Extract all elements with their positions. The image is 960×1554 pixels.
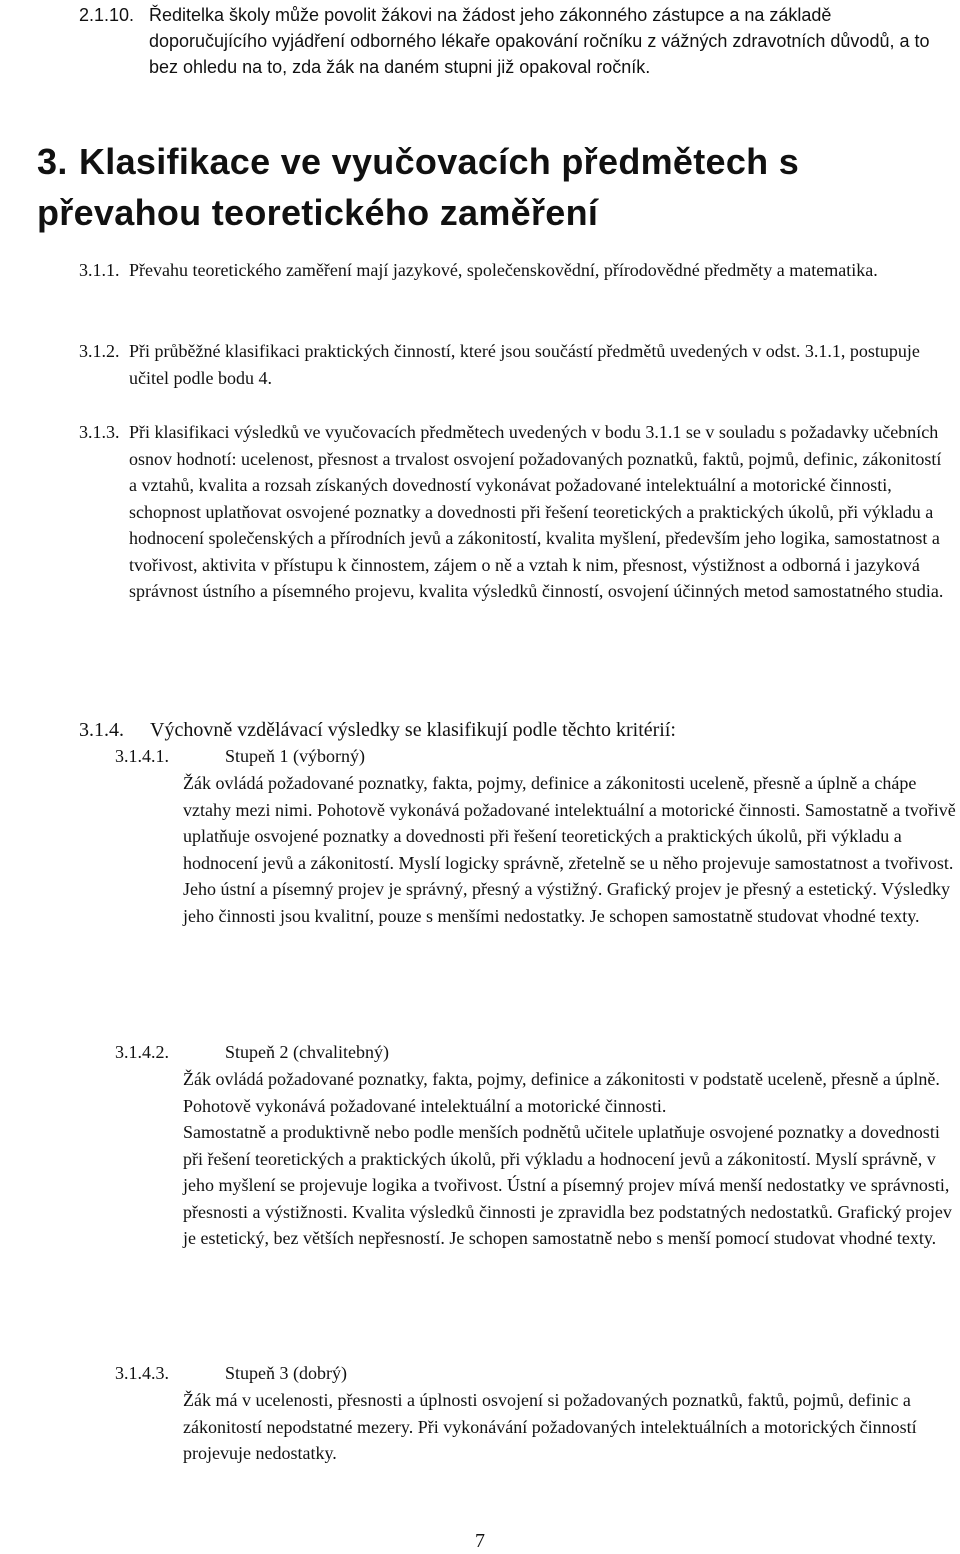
grade-number: 3.1.4.1. xyxy=(115,746,169,766)
grade-3-heading xyxy=(115,1360,955,1386)
clause-text: Ředitelka školy může povolit žákovi na žádost jeho zákonného zástupce a na základě doporučujícího vyjádření odborného lékaře opakování ročníku z vážných zdravotních důvodů, a to bez ohledu na to, zda žák na daném stupni již opakoval ročník. xyxy=(149,5,930,77)
section-title: Klasifikace ve vyučovacích předmětech s převahou teoretického zaměření xyxy=(37,141,800,233)
clause-2-1-10 xyxy=(79,2,951,80)
clause-number: 3.1.3. xyxy=(79,422,120,442)
section-heading xyxy=(37,136,957,238)
section-number: 3. xyxy=(37,141,68,182)
clause-3-1-1 xyxy=(79,257,951,284)
grade-title: Stupeň 3 (dobrý) xyxy=(225,1363,347,1383)
grade-title: Stupeň 2 (chvalitebný) xyxy=(225,1042,389,1062)
subheading-number: 3.1.4. xyxy=(79,719,124,741)
clause-3-1-4-heading xyxy=(79,716,951,744)
grade-paragraph: Žák ovládá požadované poznatky, fakta, pojmy, definice a zákonitosti v podstatě uceleně, přesně a úplně. Pohotově vykonává požadované intelektuální a motorické činnosti. xyxy=(183,1069,940,1116)
grade-1-heading xyxy=(115,743,955,769)
grade-title: Stupeň 1 (výborný) xyxy=(225,746,365,766)
subheading-text: Výchovně vzdělávací výsledky se klasifikují podle těchto kritérií: xyxy=(150,719,676,741)
clause-number: 2.1.10. xyxy=(79,5,135,25)
grade-1-body xyxy=(183,770,960,929)
grade-number: 3.1.4.2. xyxy=(115,1042,169,1062)
clause-text: Při klasifikaci výsledků ve vyučovacích předmětech uvedených v bodu 3.1.1 se v souladu s požadavky učebních osnov hodnotí: ucelenost, přesnost a trvalost osvojení požadovaných poznatků, faktů, pojmů, definic, zákonitostí a vztahů, kvalita a rozsah získaných dovedností vykonávat požadované intelektuální a motorické činnosti, schopnost uplatňovat osvojené poznatky a dovednosti při řešení teoretických a praktických úkolů, při výkladu a hodnocení společenských a přírodních jevů a zákonitostí, kvalita myšlení, především jeho logika, samostatnost a tvořivost, aktivita v přístupu k činnostem, zájem o ně a vztah k nim, přesnost, výstižnost a odborná i jazyková správnost ústního a písemného projevu, kvalita výsledků činností, osvojení účinných metod samostatného studia. xyxy=(129,422,944,601)
grade-number: 3.1.4.3. xyxy=(115,1363,169,1383)
clause-text: Při průběžné klasifikaci praktických činností, které jsou součástí předmětů uvedených v odst. 3.1.1, postupuje učitel podle bodu 4. xyxy=(129,341,920,388)
grade-paragraph: Samostatně a produktivně nebo podle menších podnětů učitele uplatňuje osvojené poznatky a dovednosti při řešení teoretických a praktických úkolů, při výkladu a hodnocení jevů a zákonitostí. Myslí správně, v jeho myšlení se projevuje logika a tvořivost. Ústní a písemný projev mívá menší nedostatky ve správnosti, přesnosti a výstižnosti. Kvalita výsledků činnosti je zpravidla bez podstatných nedostatků. Grafický projev je estetický, bez větších nepřesností. Je schopen samostatně nebo s menší pomocí studovat vhodné texty. xyxy=(183,1122,952,1248)
grade-2-heading xyxy=(115,1039,955,1065)
grade-2-body xyxy=(183,1066,960,1252)
page-number: 7 xyxy=(475,1530,485,1552)
clause-3-1-2 xyxy=(79,338,951,391)
clause-number: 3.1.2. xyxy=(79,341,120,361)
clause-number: 3.1.1. xyxy=(79,260,120,280)
clause-text: Převahu teoretického zaměření mají jazykové, společenskovědní, přírodovědné předměty a matematika. xyxy=(129,260,878,280)
clause-3-1-3 xyxy=(79,419,951,605)
grade-3-body xyxy=(183,1387,960,1467)
grade-paragraph: Žák ovládá požadované poznatky, fakta, pojmy, definice a zákonitosti uceleně, přesně a úplně a chápe vztahy mezi nimi. Pohotově vykonává požadované intelektuální a motorické činnosti. Samostatně a tvořivě uplatňuje osvojené poznatky a dovednosti při řešení teoretických a praktických úkolů, při výkladu a hodnocení jevů a zákonitostí. Myslí logicky správně, zřetelně se u něho projevuje samostatnost a tvořivost. Jeho ústní a písemný projev je správný, přesný a výstižný. Grafický projev je přesný a estetický. Výsledky jeho činnosti jsou kvalitní, pouze s menšími nedostatky. Je schopen samostatně studovat vhodné texty. xyxy=(183,773,956,926)
grade-paragraph: Žák má v ucelenosti, přesnosti a úplnosti osvojení si požadovaných poznatků, faktů, pojmů, definic a zákonitostí nepodstatné mezery. Při vykonávání požadovaných intelektuálních a motorických činností projevuje nedostatky. xyxy=(183,1390,917,1463)
